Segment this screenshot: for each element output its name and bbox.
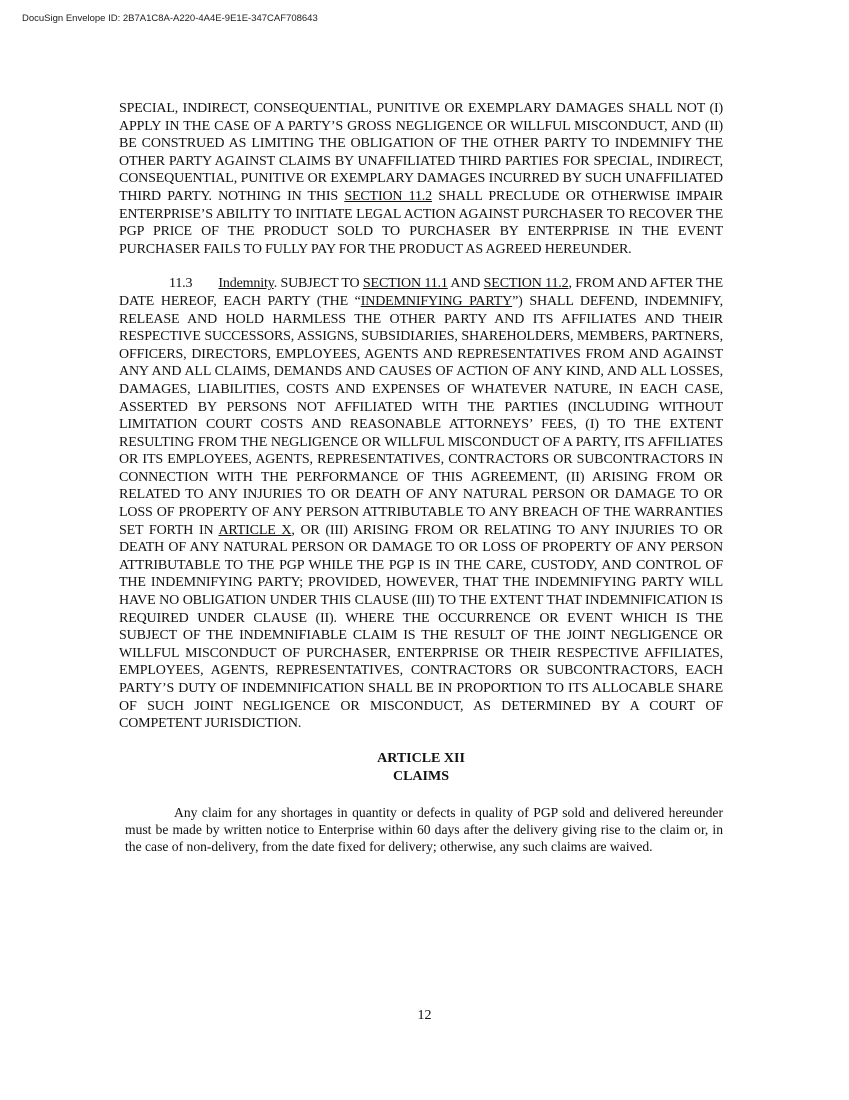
article-title: CLAIMS bbox=[392, 768, 449, 784]
section-text-5: , OR (III) ARISING FROM OR RELATING TO ANY INJURIES TO OR DEATH OF ANY NATURAL PERSON OR DAMAGE TO OR LOSS OF PROPERTY OF ANY PERSON ATTRIBUTABLE TO THE PGP WHILE THE PGP IS IN THE CARE, CUSTODY, AND CONTROL OF THE INDEMNIFYING PARTY; PROVIDED, HOWEVER, THAT THE INDEMNIFYING PARTY WILL HAVE NO OBLIGATION UNDER THIS CLAUSE (III) TO THE EXTENT THAT INDEMNIFICATION IS REQUIRED UNDER CLAUSE (II). WHERE THE OCCURRENCE OR EVENT WHICH IS THE SUBJECT OF THE INDEMNIFIABLE CLAIM IS THE RESULT OF THE JOINT NEGLIGENCE OR WILLFUL MISCONDUCT OF PURCHASER, ENTERPRISE OR THEIR RESPECTIVE AFFILIATES, EMPLOYEES, AGENTS, REPRESENTATIVES, CONTRACTORS OR SUBCONTRACTORS, EACH PARTY’S DUTY OF INDEMNIFICATION SHALL BE IN PROPORTION TO ITS ALLOCABLE SHARE OF SUCH JOINT NEGLIGENCE OR MISCONDUCT, AS DETERMINED BY A COURT OF COMPETENT JURISDICTION. bbox=[119, 522, 723, 732]
docusign-envelope-id: DocuSign Envelope ID: 2B7A1C8A-A220-4A4E-9E1E-347CAF708643 bbox=[22, 13, 318, 24]
continuation-text-end: SHALL PRECLUDE OR OTHERWISE IMPAIR ENTERPRISE’S ABILITY TO INITIATE LEGAL ACTION AGAINST PURCHASER TO RECOVER THE PGP PRICE OF THE PRODUCT SOLD TO PURCHASER BY ENTERPRISE IN THE EVENT PURCHASER FAILS TO FULLY PAY FOR THE PRODUCT AS AGREED HEREUNDER. bbox=[119, 188, 723, 257]
page-number: 12 bbox=[417, 1008, 432, 1023]
indemnifying-party-term: INDEMNIFYING PARTY bbox=[360, 293, 513, 309]
article-x-reference: ARTICLE X bbox=[218, 522, 292, 538]
article-xii-heading bbox=[119, 750, 723, 786]
claims-paragraph bbox=[119, 804, 723, 856]
article-number: ARTICLE XII bbox=[377, 750, 465, 766]
section-11-1-reference: SECTION 11.1 bbox=[362, 276, 448, 292]
section-title: Indemnity bbox=[218, 276, 274, 292]
section-11-3-paragraph bbox=[119, 275, 723, 732]
section-11-2-continuation bbox=[119, 100, 723, 258]
section-text-2: AND bbox=[447, 276, 484, 292]
section-11-2-reference-2: SECTION 11.2 bbox=[483, 276, 569, 292]
section-text-3: , FROM AND AFTER THE DATE HEREOF, EACH PARTY (THE “ bbox=[119, 276, 723, 309]
continuation-text-start: SPECIAL, INDIRECT, CONSEQUENTIAL, PUNITIVE OR EXEMPLARY DAMAGES SHALL NOT (I) APPLY IN THE CASE OF A PARTY’S GROSS NEGLIGENCE OR WILLFUL MISCONDUCT, AND (II) BE CONSTRUED AS LIMITING THE OBLIGATION OF THE OTHER PARTY TO INDEMNIFY THE OTHER PARTY AGAINST CLAIMS BY UNAFFILIATED THIRD PARTIES FOR SPECIAL, INDIRECT, CONSEQUENTIAL, PUNITIVE OR EXEMPLARY DAMAGES INCURRED BY SUCH UNAFFILIATED THIRD PARTY. NOTHING IN THIS bbox=[119, 101, 723, 204]
document-body bbox=[119, 100, 723, 855]
claims-text: Any claim for any shortages in quantity or defects in quality of PGP sold and delivered hereunder must be made by written notice to Enterprise within 60 days after the delivery giving rise to the claim or, in the case of non-delivery, from the date fixed for delivery; otherwise, any such claims are waived. bbox=[125, 804, 723, 855]
section-11-2-reference: SECTION 11.2 bbox=[344, 188, 433, 204]
section-text-1: SUBJECT TO bbox=[277, 276, 363, 292]
section-title-punct: . bbox=[273, 276, 278, 292]
section-text-4: ”) SHALL DEFEND, INDEMNIFY, RELEASE AND HOLD HARMLESS THE OTHER PARTY AND ITS AFFILIATES AND THEIR RESPECTIVE SUCCESSORS, ASSIGNS, SUBSIDIARIES, SHAREHOLDERS, MEMBERS, PARTNERS, OFFICERS, DIRECTORS, EMPLOYEES, AGENTS AND REPRESENTATIVES FROM AND AGAINST ANY AND ALL CLAIMS, DEMANDS AND CAUSES OF ACTION OF ANY KIND, AND ALL LOSSES, DAMAGES, LIABILITIES, COSTS AND EXPENSES OF WHATEVER NATURE, IN EACH CASE, ASSERTED BY PERSONS NOT AFFILIATED WITH THE PARTIES (INCLUDING WITHOUT LIMITATION COURT COSTS AND REASONABLE ATTORNEYS’ FEES, (I) TO THE EXTENT RESULTING FROM THE NEGLIGENCE OR WILLFUL MISCONDUCT OF A PARTY, ITS AFFILIATES OR ITS EMPLOYEES, AGENTS, REPRESENTATIVES, CONTRACTORS OR SUBCONTRACTORS IN CONNECTION WITH THE PERFORMANCE OF THIS AGREEMENT, (II) ARISING FROM OR RELATED TO ANY INJURIES TO OR DEATH OF ANY NATURAL PERSON OR DAMAGE TO OR LOSS OF PROPERTY OF ANY PERSON ATTRIBUTABLE TO ANY BREACH OF THE WARRANTIES SET FORTH IN bbox=[119, 293, 723, 538]
section-number: 11.3 bbox=[169, 276, 193, 292]
